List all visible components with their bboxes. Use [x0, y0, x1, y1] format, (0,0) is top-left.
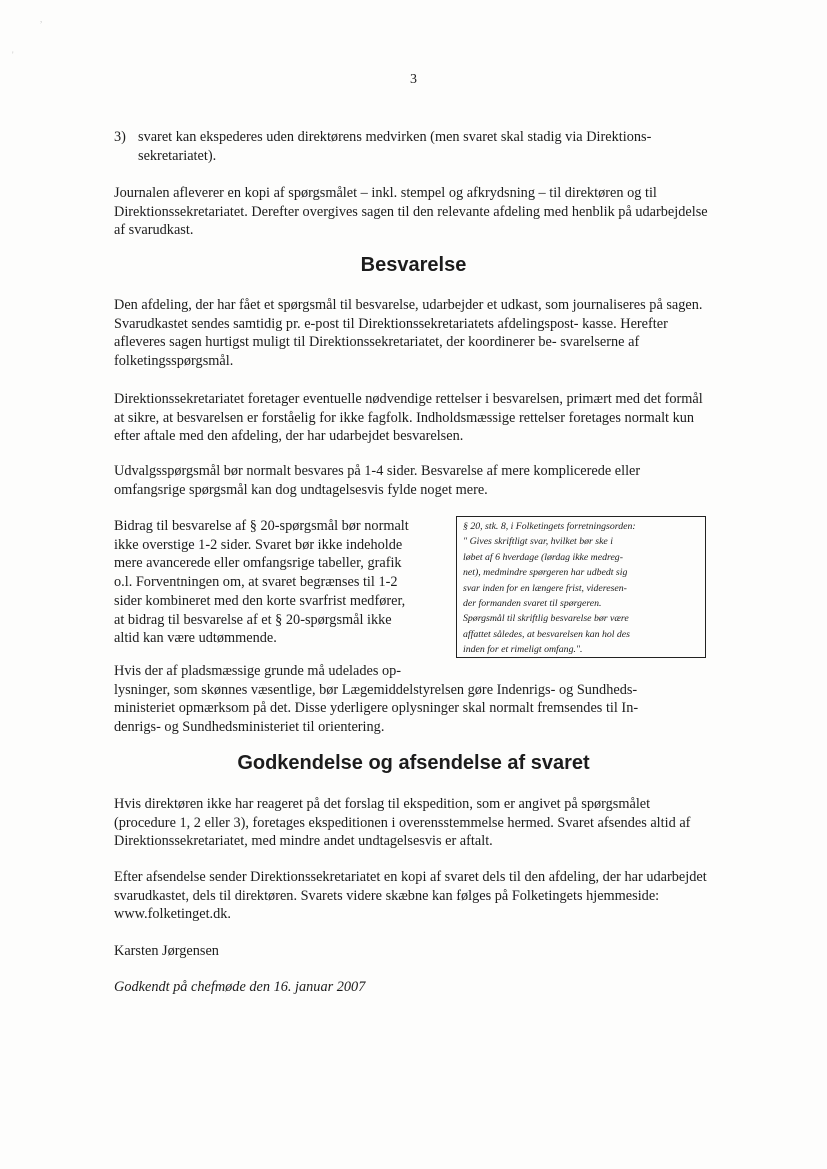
quote-line: " Gives skriftligt svar, hvilket bør ske i — [463, 536, 613, 548]
text-line: altid kan være udtømmende. — [114, 630, 277, 647]
scan-artifact: , — [40, 14, 43, 24]
quote-line: affattet således, at besvarelsen kan hol des — [463, 628, 630, 640]
paragraph: Hvis direktøren ikke har reageret på det forslag til ekspedition, som er angivet på spørgsmålet (procedure 1, 2 eller 3), foretages ekspeditionen i overensstemmelse hermed. Svaret afsendes altid af Direktionssekretariatet, med mindre andet undtagelsesvis er aftalt. — [114, 796, 691, 850]
text-line: mere avancerede eller omfangsrige tabeller, grafik — [114, 555, 402, 572]
signature-name: Karsten Jørgensen — [114, 943, 219, 959]
quote-line: inden for et rimeligt omfang.". — [463, 644, 583, 656]
text-line: sider kombineret med den korte svarfrist medfører, — [114, 592, 406, 609]
text-line: Bidrag til besvarelse af § 20-spørgsmål bør normalt — [114, 518, 409, 534]
quote-line: § 20, stk. 8, i Folketingets forretningsorden: — [463, 521, 636, 532]
text-line: o.l. Forventningen om, at svaret begrænses til 1-2 — [114, 574, 398, 591]
paragraph: Den afdeling, der har fået et spørgsmål til besvarelse, udarbejder et udkast, som journaliseres på sagen. Svarudkastet sendes samtidig pr. e-post til Direktionssekretariatets afdelingspost- kasse. Herefter afleveres sagen hurtigst muligt til Direktionssekretariatet, der koordinerer be- svarelserne af folketingsspørgsmål. — [114, 297, 703, 370]
approval-note: Godkendt på chefmøde den 16. januar 2007 — [114, 979, 366, 995]
quote-line: der formanden svaret til spørgeren. — [463, 598, 602, 610]
text-line: lysninger, som skønnes væsentlige, bør Lægemiddelstyrelsen gøre Indenrigs- og Sundheds- — [114, 681, 638, 698]
quote-line: svar inden for en længere frist, videresen- — [463, 582, 627, 594]
intro-paragraph: Journalen afleverer en kopi af spørgsmålet – inkl. stempel og afkrydsning – til direktøren og til Direktionssekretariatet. Derefter overgives sagen til den relevante afdeling med henblik på udarbejdelse af svarudkast. — [114, 185, 708, 239]
list-text: svaret kan ekspederes uden direktørens medvirken (men svaret skal stadig via Direktions- sekretariatet). — [138, 129, 652, 164]
section-heading-godkendelse: Godkendelse og afsendelse af svaret — [237, 752, 590, 774]
quote-line: net), medmindre spørgeren har udbedt sig — [463, 567, 628, 579]
text-line: denrigs- og Sundhedsministeriet til orientering. — [114, 719, 385, 736]
quote-line: Spørgsmål til skriftlig besvarelse bør være — [463, 613, 629, 625]
quote-box — [456, 516, 706, 658]
paragraph — [114, 662, 714, 737]
paragraph-with-sidebox — [114, 517, 454, 648]
paragraph: Direktionssekretariatet foretager eventuelle nødvendige rettelser i besvarelsen, primært med det formål at sikre, at besvarelsen er forståelig for ikke fagfolk. Indholdsmæssige rettelser foretages normalt kun efter aftale med den afdeling, der har udarbejdet besvarelsen. — [114, 391, 703, 445]
procedure-item-3 — [114, 128, 714, 165]
paragraph: Efter afsendelse sender Direktionssekretariatet en kopi af svaret dels til den afdeling, der har udarbejdet svarudkastet, dels til direktøren. Svarets videre skæbne kan følges på Folketingets hjemmeside: www.folketinget.dk. — [114, 869, 707, 923]
text-line: Hvis der af pladsmæssige grunde må udelades op- — [114, 663, 402, 679]
text-line: ministeriet opmærksom på det. Disse yderligere oplysninger skal normalt fremsendes til In- — [114, 700, 639, 717]
text-line: ikke overstige 1-2 sider. Svaret bør ikke indeholde — [114, 536, 403, 553]
scan-artifact: ' — [12, 50, 14, 60]
section-heading-besvarelse: Besvarelse — [360, 254, 467, 276]
page-number: 3 — [410, 72, 417, 87]
quote-line: løbet af 6 hverdage (lørdag ikke medreg- — [463, 551, 623, 563]
list-number: 3) — [114, 129, 126, 145]
paragraph: Udvalgsspørgsmål bør normalt besvares på 1-4 sider. Besvarelse af mere komplicerede eller omfangsrige spørgsmål kan dog undtagelsesvis fylde noget mere. — [114, 463, 641, 498]
text-line: at bidrag til besvarelse af et § 20-spørgsmål ikke — [114, 611, 392, 628]
